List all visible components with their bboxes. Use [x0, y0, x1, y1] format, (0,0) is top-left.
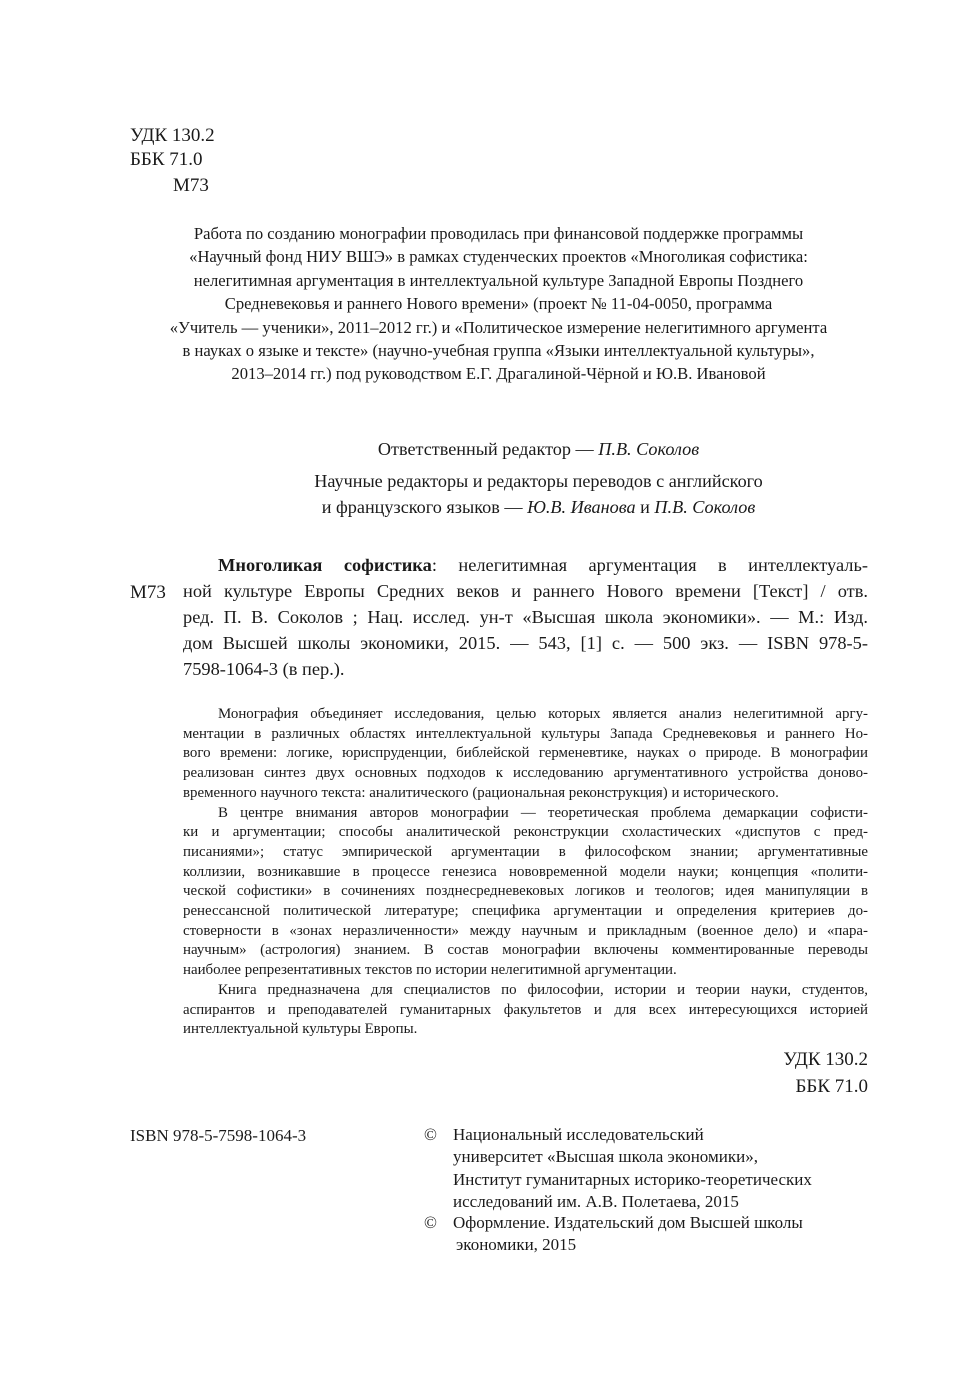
udk-code-bottom: УДК 130.2 [783, 1049, 868, 1070]
scientific-editor-name-2: П.В. Соколов [654, 497, 756, 517]
funding-line: 2013–2014 гг.) под руководством Е.Г. Драгалиной-Чёрной и Ю.В. Ивановой [231, 364, 766, 384]
abstract-line: ческой софистики» в сочинениях позднесредневековых логиков и теологов; идея манипуляции в [183, 883, 868, 900]
abstract-line: ренессансной политической литературе; специфика аргументации и определения критериев до- [183, 903, 868, 920]
bbk-code: ББК 71.0 [130, 149, 203, 170]
copyright-symbol: © [424, 1213, 437, 1232]
bibliographic-record [183, 552, 868, 682]
book-subtitle: : нелегитимная аргументация в интеллектуаль- [431, 555, 868, 575]
funding-line: Средневековья и раннего Нового времени» (проект № 11-04-0050, программа [224, 294, 773, 314]
copyright-line: экономики, 2015 [456, 1235, 577, 1255]
scientific-editors-prefix: и французского языков — [321, 497, 528, 517]
biblio-author-mark: М73 [130, 582, 166, 603]
responsible-editor-name: П.В. Соколов [598, 439, 700, 459]
abstract-line: временного научного текста: аналитического (рациональная реконструкция) и исторического. [183, 784, 779, 801]
copyright-university [424, 1124, 904, 1214]
abstract-line: ки и аргументации; способы аналитической реконструкции схоластических «диспутов с пред- [183, 824, 868, 841]
biblio-line: дом Высшей школы экономики, 2015. — 543, [1] с. — 500 экз. — ISBN 978-5- [183, 633, 868, 653]
copyright-line: университет «Высшая школа экономики», [453, 1147, 758, 1167]
biblio-line: ной культуре Европы Средних веков и раннего Нового времени [Текст] / отв. [183, 581, 868, 601]
abstract [183, 705, 868, 1040]
abstract-line: Книга предназначена для специалистов по философии, истории и теории науки, студентов, [218, 981, 868, 998]
udk-code: УДК 130.2 [130, 125, 215, 146]
isbn: ISBN 978-5-7598-1064-3 [130, 1126, 307, 1145]
abstract-line: научным» (астрология) знанием. В состав монографии включены комментированные переводы [183, 942, 868, 959]
funding-line: «Научный фонд НИУ ВШЭ» в рамках студенческих проектов «Многоликая софистика: [189, 247, 808, 267]
bbk-code-bottom: ББК 71.0 [795, 1076, 868, 1097]
scientific-editor-name-1: Ю.В. Иванова [527, 497, 636, 517]
copyright-line: Национальный исследовательский [453, 1125, 704, 1144]
abstract-line: интеллектуальной культуры Европы. [183, 1021, 418, 1038]
book-title: Многоликая софистика [218, 555, 432, 575]
funding-line: «Учитель — ученики», 2011–2012 гг.) и «Политическое измерение нелегитимного аргумента [169, 317, 828, 337]
copyright-line: Оформление. Издательский дом Высшей школы [453, 1213, 803, 1232]
responsible-editor-label: Ответственный редактор — [377, 439, 599, 459]
biblio-line: ред. П. В. Соколов ; Нац. исслед. ун-т «Высшая школа экономики». — М.: Изд. [183, 607, 868, 627]
copyright-design [424, 1212, 904, 1257]
responsible-editor [160, 436, 917, 462]
copyright-line: Институт гуманитарных историко-теоретических [453, 1169, 812, 1189]
scientific-editors-conjunction: и [635, 497, 655, 517]
author-mark: М73 [173, 175, 209, 196]
abstract-line: наиболее репрезентативных текстов по истории нелегитимной аргументации. [183, 962, 677, 979]
abstract-line: реализован синтез двух основных подходов к исследованию аргументативного устройства доново- [183, 765, 868, 782]
funding-line: нелегитимная аргументация в интеллектуальной культуре Западной Европы Позднего [193, 270, 804, 290]
scientific-editors [160, 468, 917, 520]
abstract-line: вого времени: логике, юриспруденции, библейской герменевтике, науках о природе. В монографии [183, 745, 868, 762]
abstract-line: писаниями»; статус эмпирической аргументации в философском знании; аргументативные [183, 843, 868, 860]
scientific-editors-line1: Научные редакторы и редакторы переводов с английского [314, 471, 763, 491]
funding-line: в науках о языке и тексте» (научно-учебная группа «Языки интеллектуальной культуры», [182, 341, 815, 361]
abstract-line: В центре внимания авторов монографии — теоретическая проблема демаркации софисти- [218, 804, 868, 821]
abstract-line: коллизии, возникавшие в процессе генезиса нововременной модели науки; концепция «полити- [183, 863, 868, 880]
funding-note [110, 222, 887, 386]
biblio-line: 7598-1064-3 (в пер.). [183, 659, 345, 679]
abstract-line: ментации в различных областях интеллектуальной культуры Запада Средневековья и раннего Но- [183, 725, 868, 742]
copyright-line: исследований им. А.В. Полетаева, 2015 [453, 1192, 739, 1212]
abstract-line: стоверности в «зонах неразличенности» между научным и прикладным (военное дело) и «пара- [183, 922, 868, 939]
abstract-line: Монография объединяет исследования, целью которых является анализ нелегитимной аргу- [218, 706, 868, 722]
copyright-symbol: © [424, 1125, 437, 1144]
classification-bottom [783, 1046, 868, 1100]
abstract-line: аспирантов и преподавателей гуманитарных факультетов и для всех интересующихся историей [183, 1001, 868, 1018]
funding-line: Работа по созданию монографии проводилась при финансовой поддержке программы [193, 224, 804, 243]
